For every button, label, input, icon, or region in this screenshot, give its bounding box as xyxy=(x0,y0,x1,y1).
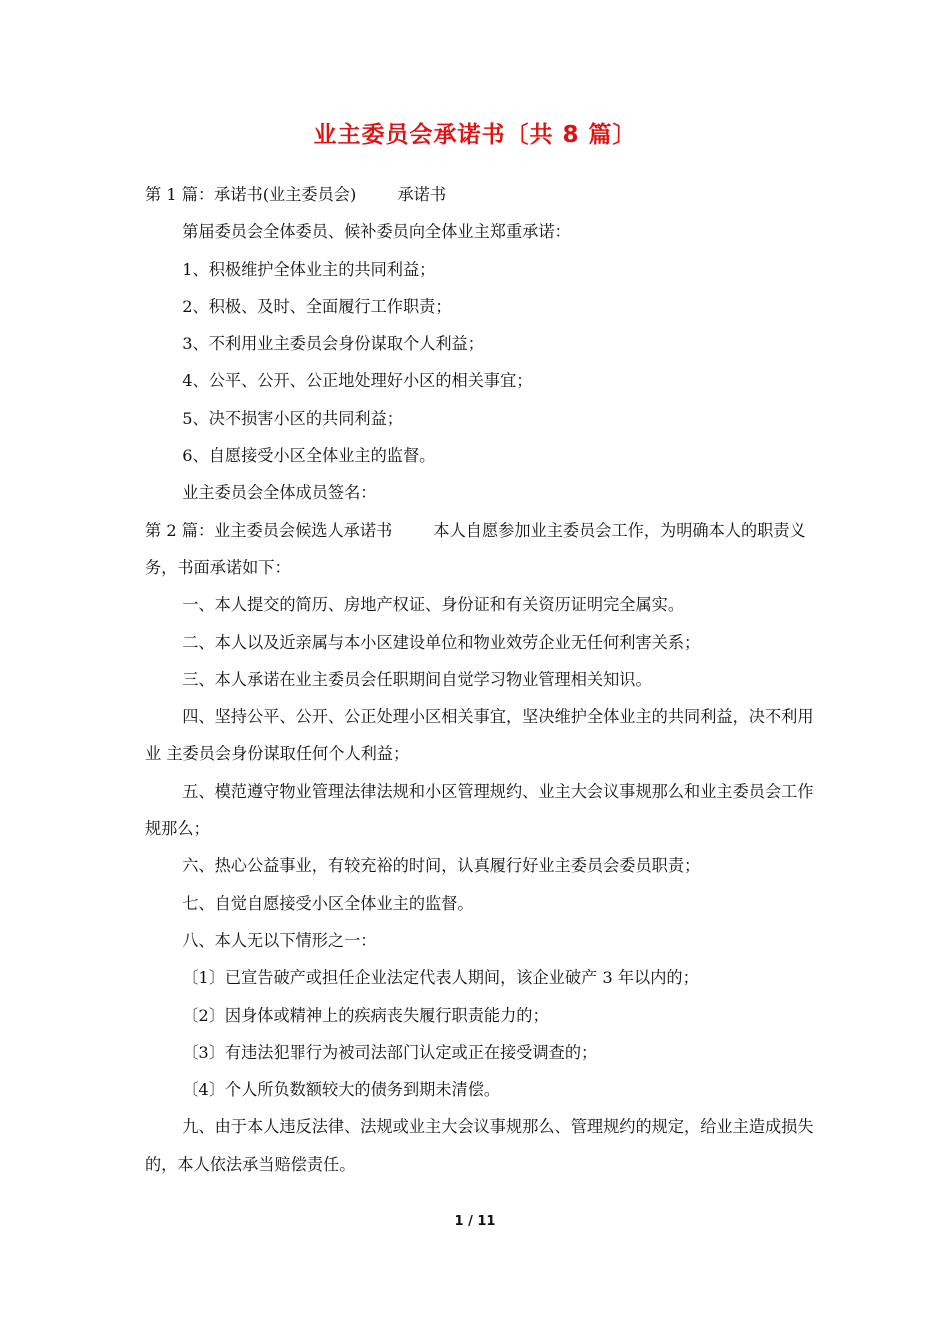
paragraph: 七、自觉自愿接受小区全体业主的监督。 xyxy=(182,893,474,913)
paragraph: 4、公平、公开、公正地处理好小区的相关事宜； xyxy=(182,371,533,391)
paragraph: 1、积极维护全体业主的共同利益； xyxy=(182,259,436,279)
paragraph: 二、本人以及近亲属与本小区建设单位和物业效劳企业无任何利害关系； xyxy=(182,632,701,652)
paragraph: 六、热心公益事业，有较充裕的时间，认真履行好业主委员会委员职责； xyxy=(182,856,701,876)
paragraph: 2、积极、及时、全面履行工作职责； xyxy=(182,296,452,316)
paragraph: 第 2 篇：业主委员会候选人承诺书 本人自愿参加业主委员会工作，为明确本人的职责义务，书面承诺如下： xyxy=(145,520,806,577)
paragraph: 八、本人无以下情形之一： xyxy=(182,930,377,950)
paragraph: 5、决不损害小区的共同利益； xyxy=(182,408,403,428)
paragraph: 6、自愿接受小区全体业主的监督。 xyxy=(182,446,436,466)
paragraph: 五、模范遵守物业管理法律法规和小区管理规约、业主大会议事规那么和业主委员会工作规那么； xyxy=(145,781,814,839)
paragraph: 四、坚持公平、公开、公正处理小区相关事宜，坚决维护全体业主的共同利益，决不利用业 主委员会身份谋取任何个人利益； xyxy=(145,707,814,764)
paragraph: 〔4〕个人所负数额较大的债务到期未清偿。 xyxy=(182,1080,501,1100)
paragraph: 三、本人承诺在业主委员会任职期间自觉学习物业管理相关知识。 xyxy=(182,669,652,689)
page-number: 1 / 11 xyxy=(454,1214,496,1229)
paragraph: 九、由于本人违反法律、法规或业主大会议事规那么、管理规约的规定，给业主造成损失的，本人依法承当赔偿责任。 xyxy=(145,1117,814,1174)
paragraph: 业主委员会全体成员签名： xyxy=(182,483,377,503)
document-body xyxy=(145,176,817,1183)
paragraph: 〔1〕已宣告破产或担任企业法定代表人期间，该企业破产 3 年以内的； xyxy=(182,968,699,988)
paragraph: 3、不利用业主委员会身份谋取个人利益； xyxy=(182,334,484,354)
paragraph: 第 1 篇：承诺书(业主委员会) 承诺书 xyxy=(145,185,447,204)
paragraph: 一、本人提交的简历、房地产权证、身份证和有关资历证明完全属实。 xyxy=(182,595,685,615)
paragraph: 〔2〕因身体或精神上的疾病丧失履行职责能力的； xyxy=(182,1005,549,1025)
paragraph: 第届委员会全体委员、候补委员向全体业主郑重承诺： xyxy=(182,222,571,242)
paragraph: 〔3〕有违法犯罪行为被司法部门认定或正在接受调查的； xyxy=(182,1042,598,1062)
document-title: 业主委员会承诺书〔共 8 篇〕 xyxy=(313,122,637,148)
